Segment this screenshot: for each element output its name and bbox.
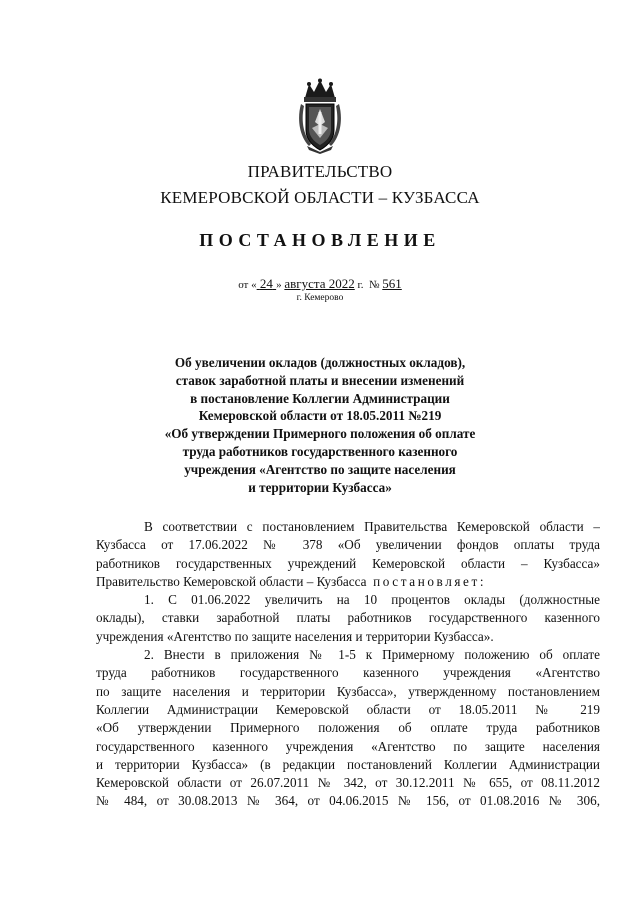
title-line: ставок заработной платы и внесении изменений: [175, 372, 465, 388]
body-line: и территории Кузбасса» (в редакции постановлений Коллегии Администрации: [96, 756, 600, 772]
body-line: «Об утверждении Примерного положения об оплате труда работников: [96, 720, 600, 736]
date-line: [0, 276, 640, 292]
date-day: 24: [259, 276, 273, 291]
date-prefix: от «: [238, 279, 257, 291]
body-line: Правительство Кемеровской области – Кузбасса постановляет:: [96, 573, 487, 589]
action-word: постановляет:: [373, 573, 487, 589]
title-line: «Об утверждении Примерного положения об оплате: [164, 426, 476, 442]
document-number: 561: [382, 276, 402, 291]
title-line: в постановление Коллегии Администрации: [190, 390, 450, 406]
org-name-line1: ПРАВИТЕЛЬСТВО: [247, 162, 393, 181]
body-line: оклады), ставки заработной платы работников государственного казенного: [96, 610, 600, 626]
body-line: государственного казенного учреждения «Агентство по защите населения: [96, 738, 600, 754]
body-line: Кузбасса от 17.06.2022 № 378 «Об увеличении фондов оплаты труда: [96, 537, 600, 553]
body-line: Кемеровской области от 26.07.2011 № 342, от 30.12.2011 № 655, от 08.11.2012: [96, 775, 600, 791]
body-line: 1. С 01.06.2022 увеличить на 10 процентов оклады (должностные: [144, 592, 600, 608]
date-month-year: августа 2022: [284, 276, 355, 291]
body-line: № 484, от 30.08.2013 № 364, от 04.06.2015 № 156, от 01.08.2016 № 306,: [96, 793, 600, 809]
document-type: ПОСТАНОВЛЕНИЕ: [199, 230, 441, 250]
title-line: учреждения «Агентство по защите населения: [184, 461, 456, 477]
document-body: [96, 518, 600, 811]
date-mid: »: [276, 279, 282, 291]
date-year-suffix: г.: [357, 279, 364, 291]
body-line: учреждения «Агентство по защите населения и территории Кузбасса».: [96, 628, 494, 644]
body-line: труда работников государственного казенного учреждения «Агентство: [96, 665, 600, 681]
title-line: Кемеровской области от 18.05.2011 №219: [198, 408, 442, 424]
city: г. Кемерово: [296, 293, 344, 303]
body-line: по защите населения и территории Кузбасса», утвержденному постановлением: [96, 683, 600, 699]
document-title: [140, 354, 500, 496]
title-line: труда работников государственного казенного: [182, 443, 458, 459]
org-name-line2: КЕМЕРОВСКОЙ ОБЛАСТИ – КУЗБАССА: [160, 188, 480, 207]
title-line: и территории Кузбасса»: [248, 479, 392, 495]
title-line: Об увеличении окладов (должностных окладов),: [174, 355, 466, 370]
body-line: Коллегии Администрации Кемеровской области от 18.05.2011 № 219: [96, 701, 600, 717]
body-line: В соответствии с постановлением Правительства Кемеровской области –: [144, 519, 600, 534]
body-line: 2. Внести в приложения № 1-5 к Примерному положению об оплате: [144, 647, 600, 663]
body-line: работников государственных учреждений Кемеровской области – Кузбасса»: [96, 555, 600, 571]
number-label: №: [369, 279, 380, 291]
coat-of-arms-icon: [297, 78, 343, 154]
